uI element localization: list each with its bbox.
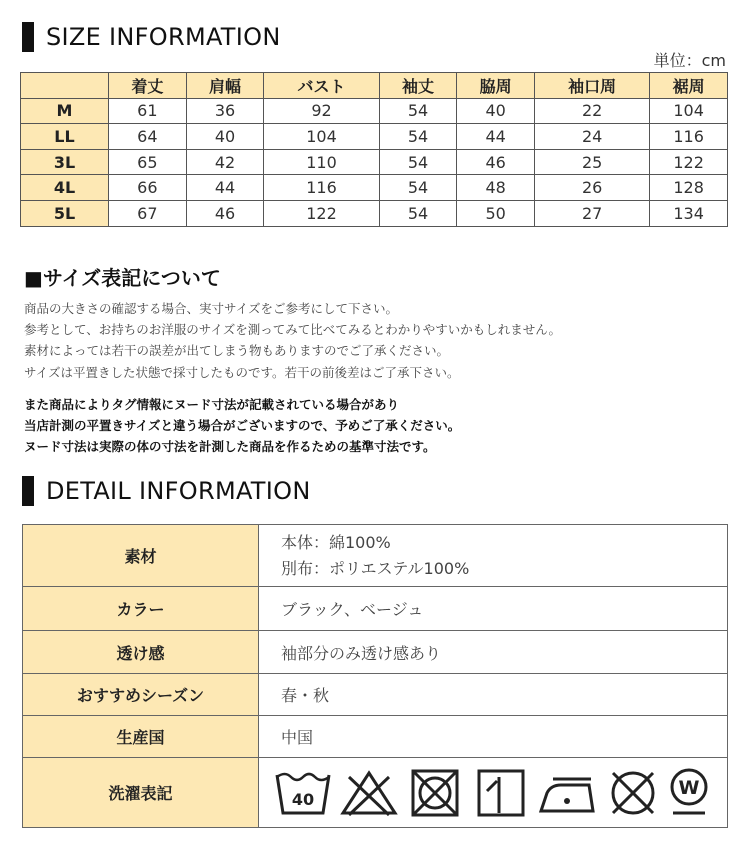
size-table [20,72,728,227]
table-cell: 22 [535,98,650,124]
detail-section-header [22,476,311,506]
wet-clean-letter: W [678,776,700,799]
table-cell: 122 [650,149,728,175]
table-cell: 48 [457,175,535,201]
table-cell: 26 [535,175,650,201]
header-sleeve: 袖丈 [379,73,457,99]
wash-40-icon [273,767,333,819]
table-cell: 61 [109,98,187,124]
table-cell: 46 [457,149,535,175]
material-line: 本体：綿100% [281,532,391,552]
table-row [21,200,728,226]
header-shoulder: 肩幅 [186,73,264,99]
size-notes-title: ■サイズ表記について [24,266,221,290]
table-row [21,98,728,124]
table-row [21,124,728,150]
size-notes [24,298,561,383]
table-cell: 27 [535,200,650,226]
table-cell: 40 [457,98,535,124]
table-cell: 54 [379,124,457,150]
care-symbols [259,758,728,828]
size-table-header-row [21,73,728,99]
material-line: 別布：ポリエステル100% [281,558,470,578]
table-cell: 134 [650,200,728,226]
header-hem: 裾周 [650,73,728,99]
table-cell: 122 [264,200,379,226]
detail-row-color [23,587,728,631]
table-cell: 67 [109,200,187,226]
header-armhole: 脇周 [457,73,535,99]
size-table-corner [21,73,109,99]
note-line: サイズは平置きした状態で採寸したものです。若干の前後差はご了承下さい。 [24,364,460,380]
table-cell: 116 [650,124,728,150]
table-cell: 36 [186,98,264,124]
origin-value: 中国 [259,716,728,758]
table-cell: 66 [109,175,187,201]
size-label: 4L [21,175,109,201]
detail-row-care [23,758,728,828]
size-section-title: SIZE INFORMATION [46,23,281,51]
no-tumble-dry-icon [405,767,465,819]
table-cell: 65 [109,149,187,175]
table-cell: 128 [650,175,728,201]
size-label: 5L [21,200,109,226]
detail-row-sheer [23,631,728,674]
sheer-value: 袖部分のみ透け感あり [259,631,728,674]
header-cuff: 袖口周 [535,73,650,99]
table-row [21,149,728,175]
material-label: 素材 [23,525,259,587]
origin-label: 生産国 [23,716,259,758]
material-value [259,525,728,587]
color-value: ブラック、ベージュ [259,587,728,631]
table-cell: 54 [379,200,457,226]
season-label: おすすめシーズン [23,674,259,716]
table-cell: 44 [457,124,535,150]
table-cell: 92 [264,98,379,124]
table-cell: 104 [264,124,379,150]
note-line: 商品の大きさの確認する場合、実寸サイズをご参考にして下さい。 [24,301,399,316]
detail-section-title: DETAIL INFORMATION [46,477,311,505]
table-cell: 42 [186,149,264,175]
table-cell: 25 [535,149,650,175]
table-cell: 24 [535,124,650,150]
table-cell: 44 [186,175,264,201]
size-label: 3L [21,149,109,175]
note-line-bold: 当店計測の平置きサイズと違う場合がございますので、予めご了承ください。 [24,418,461,434]
header-bust: バスト [264,73,379,99]
sheer-label: 透け感 [23,631,259,674]
table-cell: 64 [109,124,187,150]
wet-clean-icon [667,767,711,819]
size-section-header [22,22,281,52]
detail-row-origin [23,716,728,758]
table-cell: 54 [379,175,457,201]
table-cell: 46 [186,200,264,226]
table-cell: 50 [457,200,535,226]
detail-row-season [23,674,728,716]
table-cell: 54 [379,98,457,124]
table-cell: 110 [264,149,379,175]
table-cell: 54 [379,149,457,175]
nude-size-notes [24,394,460,458]
table-cell: 40 [186,124,264,150]
note-line-bold: ヌード寸法は実際の体の寸法を計測した商品を作るための基準寸法です。 [24,439,436,455]
table-cell: 104 [650,98,728,124]
no-dry-clean-icon [605,767,661,819]
table-cell: 116 [264,175,379,201]
iron-low-icon [537,767,599,819]
note-line: 素材によっては若干の誤差が出てしまう物もありますのでご了承ください。 [24,343,450,359]
season-value: 春・秋 [259,674,728,716]
care-label: 洗濯表記 [23,758,259,828]
section-marker [22,476,34,506]
size-label: M [21,98,109,124]
color-label: カラー [23,587,259,631]
table-row [21,175,728,201]
section-marker [22,22,34,52]
detail-row-material [23,525,728,587]
line-dry-icon [471,767,531,819]
size-label: LL [21,124,109,150]
no-bleach-icon [339,767,399,819]
note-line-bold: また商品によりタグ情報にヌード寸法が記載されている場合があり [24,397,400,412]
wash-temp: 40 [291,789,315,809]
note-line: 参考として、お持ちのお洋服のサイズを測ってみて比べてみるとわかりやすいかもしれません。 [24,322,562,338]
unit-label: 単位：cm [653,51,726,70]
header-length: 着丈 [109,73,187,99]
detail-table [22,524,728,828]
